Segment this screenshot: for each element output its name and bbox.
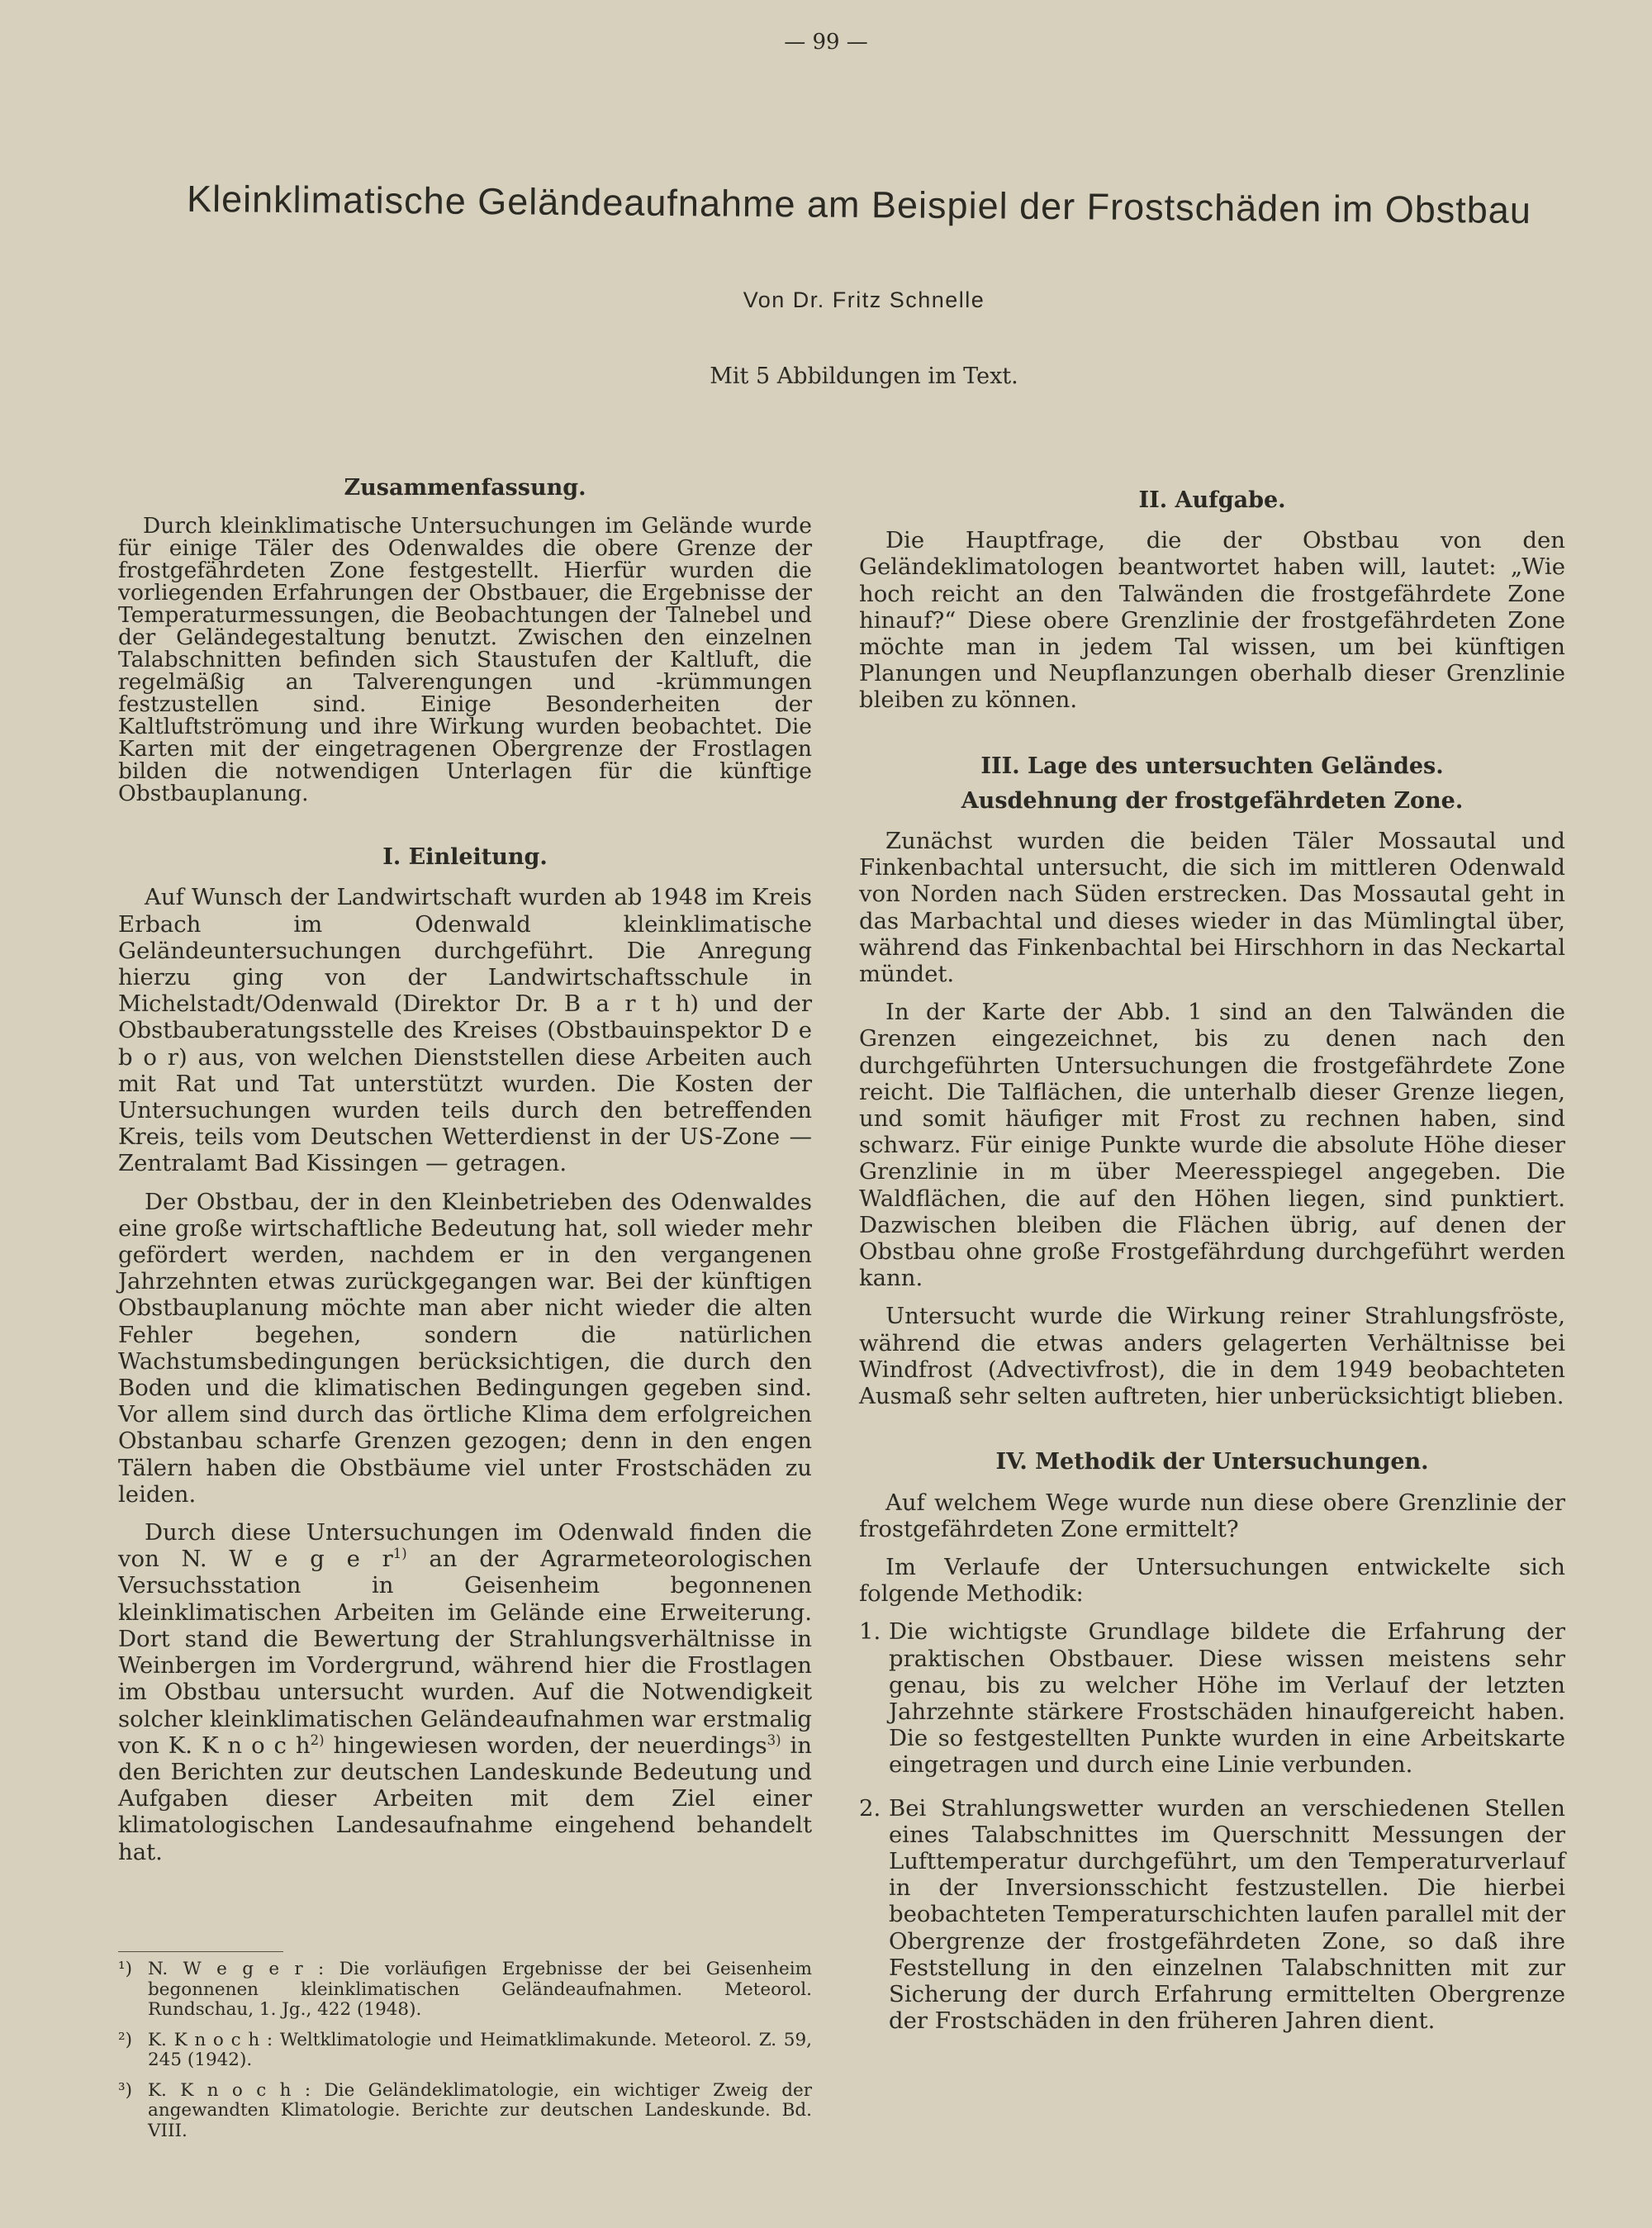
footnote-ref-1: 1) (392, 1546, 407, 1562)
location-paragraph-1: Zunächst wurden die beiden Täler Mossautal und Finkenbachtal untersucht, die sich im mittleren Odenwald von Norden nach Süden erstrecken. Das Mossautal geht in das Marbachtal und dieses wieder in das Mümlingtal über, während das Finkenbachtal bei Hirschhorn in das Neckartal mündet. (859, 828, 1565, 988)
location-heading: III. Lage des untersuchten Geländes. (980, 753, 1444, 779)
summary-heading: Zusammenfassung. (344, 475, 586, 501)
footnote-text: K. K n o c h : Die Geländeklimatologie, ein wichtiger Zweig der angewandten Klimatologie. Berichte zur deutschen Landeskunde. Bd. VIII. (148, 2079, 812, 2141)
task-paragraph: Die Hauptfrage, die der Obstbau von den Geländeklimatologen beantwortet haben will, lautet: „Wie hoch reicht an den Talwänden die frostgefährdete Zone hinauf?“ Diese obere Grenzlinie der frostgefährdeten Zone möchte man in jedem Tal wissen, um bei künftigen Planungen und Neupflanzungen oberhalb dieser Grenzlinie bleiben zu können. (859, 527, 1565, 714)
footnote (118, 2031, 812, 2071)
method-list (859, 1618, 1565, 2034)
footnote-text: N. W e g e r : Die vorläufigen Ergebnisse der bei Geisenheim begonnenen kleinklimatischen Geländeaufnahmen. Meteorol. Rundschau, 1. Jg., 422 (1948). (148, 1959, 812, 2020)
method-list-item (859, 1795, 1565, 2035)
method-paragraph-1: Auf welchem Wege wurde nun diese obere Grenzlinie der frostgefährdeten Zone ermittelt? (859, 1489, 1565, 1542)
footnote-rule (118, 1951, 283, 1952)
intro-paragraph-1: Auf Wunsch der Landwirtschaft wurden ab 1948 im Kreis Erbach im Odenwald kleinklimatische Geländeuntersuchungen durchgeführt. Die Anregung hierzu ging von der Landwirtschaftsschule in Michelstadt/Odenwald (Direktor Dr. B a r t h) und der Obstbauberatungsstelle des Kreises (Obstbauinspektor D e b o r) aus, von welchen Dienststellen diese Arbeiten auch mit Rat und Tat unterstützt wurden. Die Kosten der Untersuchungen wurden teils durch den betreffenden Kreis, teils vom Deutschen Wetterdienst in der US-Zone — Zentralamt Bad Kissingen — getragen. (118, 884, 812, 1177)
task-heading: II. Aufgabe. (1138, 487, 1286, 513)
footnote (118, 2081, 812, 2142)
summary-text: Durch kleinklimatische Untersuchungen im Gelände wurde für einige Täler des Odenwaldes die obere Grenze der frostgefährdeten Zone festgestellt. Hierfür wurden die vorliegenden Erfahrungen der Obstbauer, die Ergebnisse der Temperaturmessungen, die Beobachtungen der Talnebel und der Geländegestaltung benutzt. Zwischen den einzelnen Talabschnitten befinden sich Staustufen der Kaltluft, die regelmäßig an Talverengungen und -krümmungen festzustellen sind. Einige Besonderheiten der Kaltluftströmung und ihre Wirkung wurden beobachtet. Die Karten mit der eingetragenen Obergrenze der Frostlagen bilden die notwendigen Unterlagen für die künftige Obstbauplanung. (118, 513, 812, 807)
method-list-item (859, 1618, 1565, 1778)
author-line: Von Dr. Fritz Schnelle (743, 287, 985, 312)
method-item-text: Bei Strahlungswetter wurden an verschiedenen Stellen eines Talabschnittes im Querschnitt Messungen der Lufttemperatur durchgeführt, um den Temperaturverlauf in der Inversionsschicht festzustellen. Die hierbei beobachteten Temperaturschichten laufen parallel mit der Obergrenze der frostgefährdeten Zone, so daß ihre Feststellung in den einzelnen Talabschnitten mit zur Sicherung der durch Erfahrung ermittelten Obergrenze der Frostschäden in den früheren Jahren dient. (889, 1794, 1565, 2035)
location-paragraph-2: In der Karte der Abb. 1 sind an den Talwänden die Grenzen eingezeichnet, bis zu denen nach den durchgeführten Untersuchungen die frostgefährdete Zone reicht. Die Talflächen, die unterhalb dieser Grenze liegen, und somit häufiger mit Frost zu rechnen haben, sind schwarz. Für einige Punkte wurde die absolute Höhe dieser Grenzlinie in m über Meeresspiegel angegeben. Die Waldflächen, die auf den Höhen liegen, sind punktiert. Dazwischen bleiben die Flächen übrig, auf denen der Obstbau ohne große Frostgefährdung durchgeführt werden kann. (859, 999, 1565, 1292)
intro-paragraph-3: Durch diese Untersuchungen im Odenwald finden die von N. W e g e $r^{1)}$ an der Agrarmeteorologischen Versuchsstation in Geisenheim begonnenen kleinklimatischen Arbeiten im Gelände eine Erweiterung. Dort stand die Bewertung der Strahlungsverhältnisse in Weinbergen im Vordergrund, während hier die Frostlagen im Obstbau untersucht wurden. Auf die Notwendigkeit solcher kleinklimatischen Geländeaufnahmen war erstmalig von K. K n o c $h^{2)}$ hingewiesen worden, der neuerdings$^{3)}$ in den Berichten zur deutschen Landeskunde Bedeutung und Aufgaben dieser Arbeiten mit dem Ziel einer klimatologischen Landesaufnahme eingehend behandelt hat. (118, 1519, 813, 1865)
article-title: Kleinklimatische Geländeaufnahme am Beispiel der Frostschäden im Obstbau (186, 177, 1532, 232)
method-item-number: 1. (859, 1618, 881, 1646)
footnote-mark: ²) (118, 2029, 133, 2050)
intro-paragraph-2: Der Obstbau, der in den Kleinbetrieben des Odenwaldes eine große wirtschaftliche Bedeutung hat, soll wieder mehr gefördert werden, nachdem er in den vergangenen Jahrzehnten etwas zurückgegangen war. Bei der künftigen Obstbauplanung möchte man aber nicht wieder die alten Fehler begehen, sondern die natürlichen Wachstumsbedingungen berücksichtigen, die durch den Boden und die klimatischen Bedingungen gegeben sind. Vor allem sind durch das örtliche Klima dem erfolgreichen Obstanbau scharfe Grenzen gezogen; denn in den engen Tälern haben die Obstbäume viel unter Frostschäden zu leiden. (118, 1188, 812, 1508)
method-heading: IV. Methodik der Untersuchungen. (995, 1449, 1429, 1475)
method-item-number: 2. (859, 1794, 881, 1822)
location-paragraph-3: Untersucht wurde die Wirkung reiner Strahlungsfröste, während die etwas anders gelagerten Verhältnisse bei Windfrost (Advectivfrost), die in dem 1949 beobachteten Ausmaß sehr selten auftreten, hier unberücksichtigt blieben. (859, 1303, 1565, 1410)
figures-note: Mit 5 Abbildungen im Text. (710, 363, 1018, 389)
page-number: — 99 — (784, 30, 868, 55)
footnote-ref-3: 3) (767, 1732, 781, 1748)
footnote-ref-2: 2) (310, 1732, 325, 1748)
extent-heading: Ausdehnung der frostgefährdeten Zone. (961, 787, 1464, 814)
footnote-text: K. K n o c h : Weltklimatologie und Heimatklimakunde. Meteorol. Z. 59, 245 (1942). (148, 2029, 812, 2070)
intro-heading: I. Einleitung. (382, 844, 548, 871)
method-item-text: Die wichtigste Grundlage bildete die Erfahrung der praktischen Obstbauer. Diese wissen meistens sehr genau, bis zu welcher Höhe im Verlauf der letzten Jahrzehnte stärkere Frostschäden hinaufgereicht haben. Die so festgestellten Punkte wurden in eine Arbeitskarte eingetragen und durch eine Linie verbunden. (889, 1618, 1565, 1779)
method-paragraph-2: Im Verlaufe der Untersuchungen entwickelte sich folgende Methodik: (859, 1553, 1565, 1608)
footnote-mark: ¹) (118, 1959, 133, 1979)
footnote-mark: ³) (118, 2079, 133, 2101)
footnotes (118, 1960, 812, 2151)
left-column (118, 475, 812, 1877)
footnote (118, 1960, 812, 2021)
right-column (859, 487, 1565, 2050)
